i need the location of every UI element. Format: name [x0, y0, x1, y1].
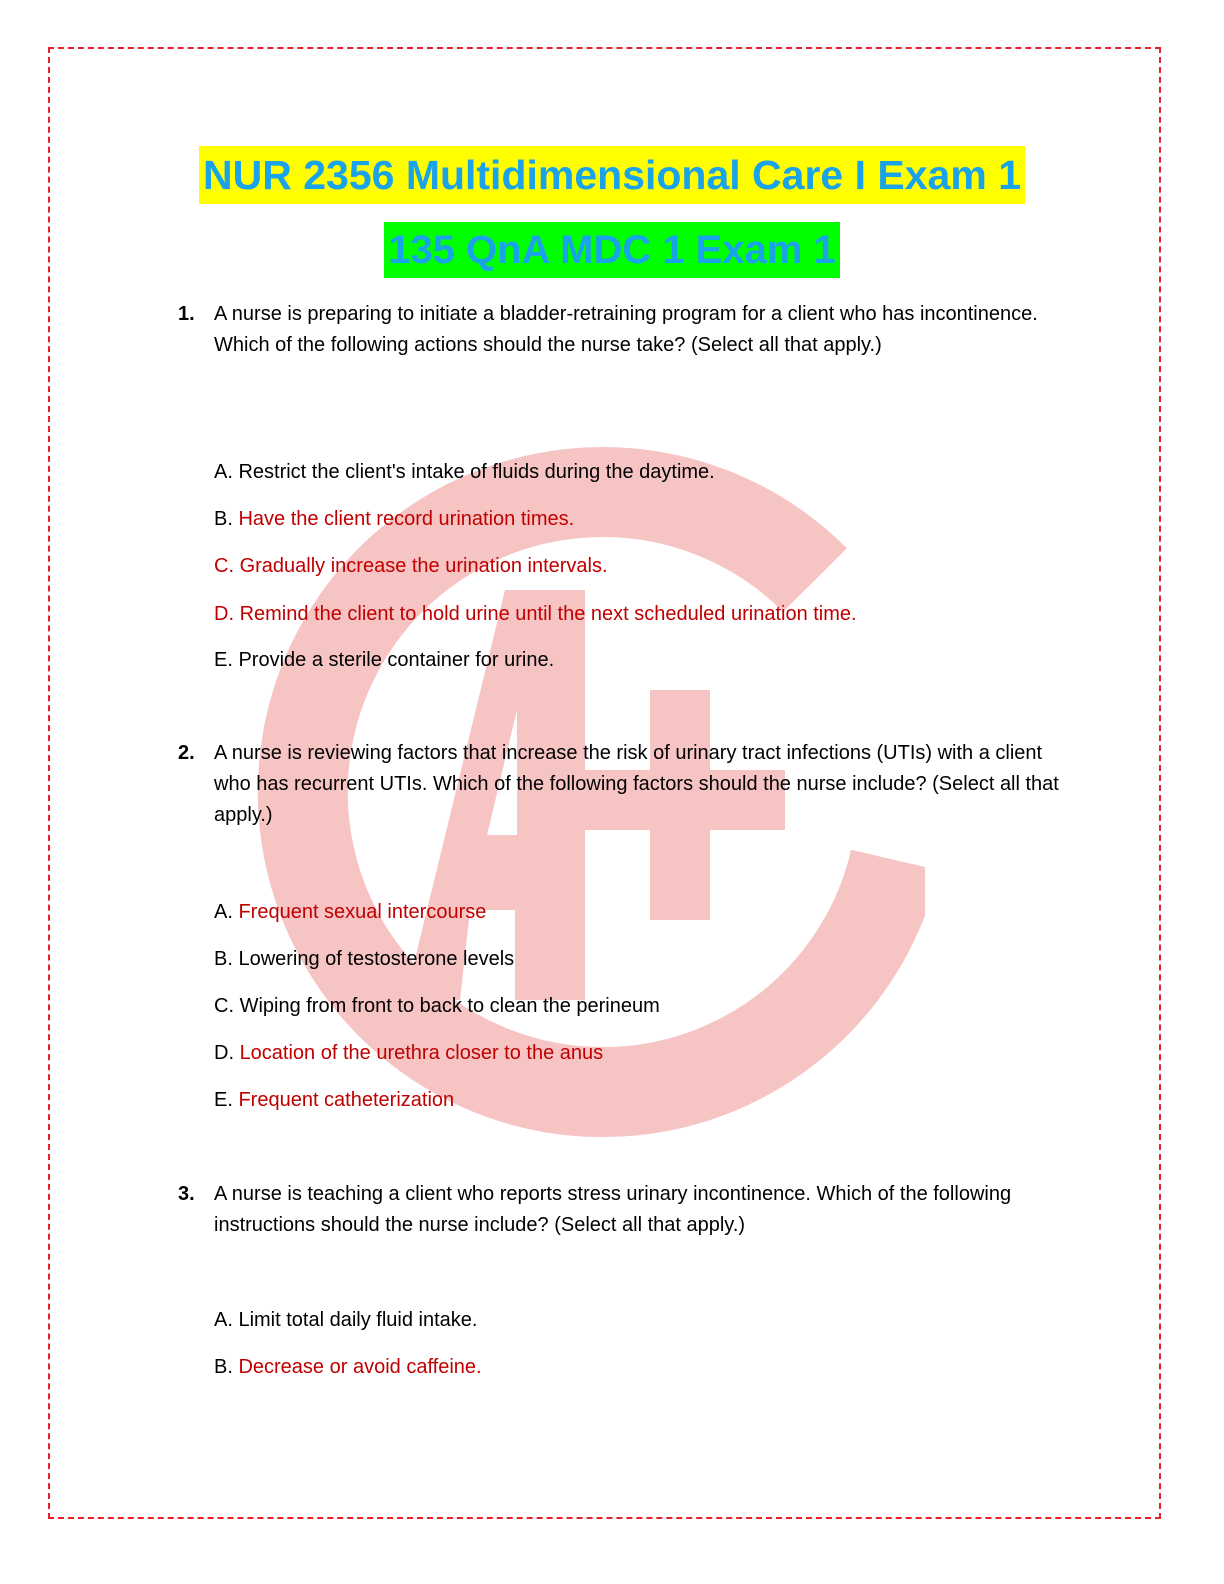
option-text: Wiping from front to back to clean the perineum	[239, 995, 660, 1017]
option-3b	[214, 1353, 482, 1381]
option-text: Limit total daily fluid intake.	[238, 1309, 478, 1331]
question-text: A nurse is preparing to initiate a bladder-retraining program for a client who has incontinence. Which of the following actions should the nurse take? (Select all that apply.)	[214, 303, 1038, 356]
option-letter: A.	[214, 461, 239, 483]
question-number: 1.	[178, 303, 195, 325]
option-1c	[214, 552, 608, 580]
document-subtitle: 135 QnA MDC 1 Exam 1	[384, 222, 840, 278]
option-letter: B.	[214, 948, 239, 970]
option-letter: A.	[214, 1309, 239, 1331]
option-letter: C.	[214, 555, 240, 577]
option-text: Restrict the client's intake of fluids during the daytime.	[238, 461, 715, 483]
question-1	[178, 299, 1078, 361]
document-title: NUR 2356 Multidimensional Care I Exam 1	[199, 146, 1025, 204]
subtitle-row	[0, 222, 1224, 278]
option-letter: E.	[214, 1089, 239, 1111]
option-2c	[214, 992, 660, 1020]
option-2a	[214, 898, 486, 926]
option-text-correct: Gradually increase the urination intervals.	[239, 555, 608, 577]
option-2d	[214, 1039, 603, 1067]
option-1b	[214, 505, 574, 533]
option-text-correct: Remind the client to hold urine until the next scheduled urination time.	[239, 603, 857, 625]
option-text-correct: Frequent catheterization	[238, 1089, 455, 1111]
option-text-correct: Have the client record urination times.	[238, 508, 575, 530]
question-number: 3.	[178, 1183, 195, 1205]
question-2	[178, 738, 1078, 831]
question-text: A nurse is reviewing factors that increase the risk of urinary tract infections (UTIs) with a client who has recurrent UTIs. Which of the following factors should the nurse include? (Select all that apply.)	[214, 742, 1059, 826]
option-text-correct: Location of the urethra closer to the anus	[239, 1042, 604, 1064]
option-text: Lowering of testosterone levels	[238, 948, 515, 970]
option-text-correct: Frequent sexual intercourse	[238, 901, 487, 923]
option-letter: B.	[214, 508, 239, 530]
question-3	[178, 1179, 1078, 1241]
question-number: 2.	[178, 742, 195, 764]
option-2e	[214, 1086, 454, 1114]
option-1e	[214, 646, 554, 674]
option-letter: A.	[214, 901, 239, 923]
option-2b	[214, 945, 514, 973]
question-text: A nurse is teaching a client who reports stress urinary incontinence. Which of the following instructions should the nurse include? (Select all that apply.)	[214, 1183, 1012, 1236]
option-letter: D.	[214, 603, 240, 625]
option-letter: D.	[214, 1042, 240, 1064]
option-3a	[214, 1306, 477, 1334]
option-text: Provide a sterile container for urine.	[238, 649, 555, 671]
option-letter: E.	[214, 649, 239, 671]
option-text-correct: Decrease or avoid caffeine.	[238, 1356, 482, 1378]
title-row	[0, 146, 1224, 204]
option-1d	[214, 600, 857, 628]
option-letter: B.	[214, 1356, 239, 1378]
option-letter: C.	[214, 995, 240, 1017]
option-1a	[214, 458, 715, 486]
